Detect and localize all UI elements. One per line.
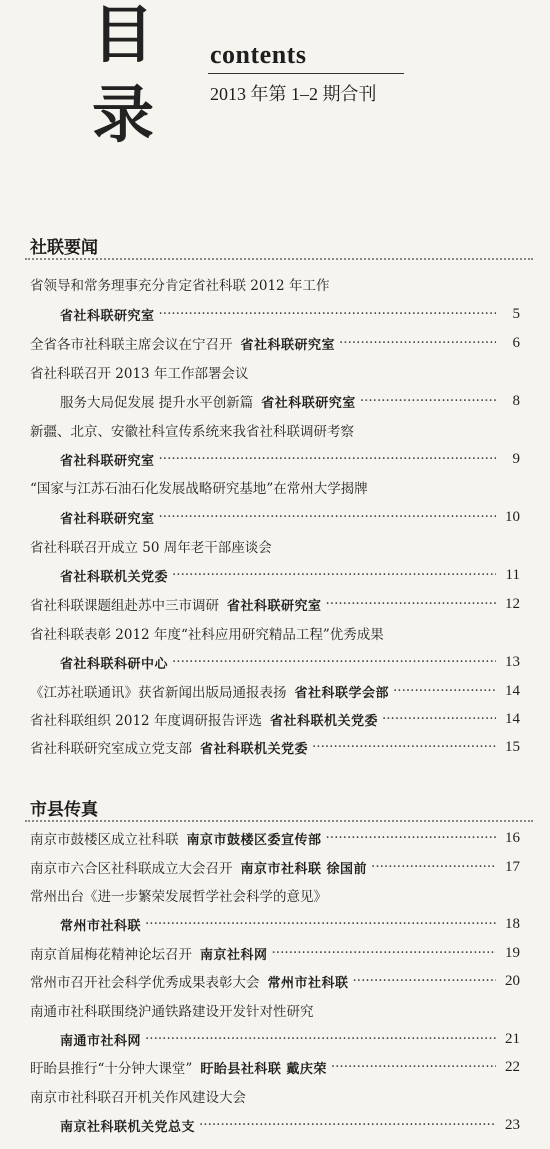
leader-dots: [145, 1031, 496, 1047]
toc-line[interactable]: [30, 418, 520, 442]
toc-title: 南京市社科联召开机关作风建设大会: [30, 1090, 246, 1106]
toc-source: 省社科联科研中心: [60, 656, 169, 672]
toc-line[interactable]: [30, 360, 520, 384]
toc-title: 服务大局促发展 提升水平创新篇: [60, 395, 254, 411]
toc-page: 16: [505, 829, 520, 846]
leader-dots: [159, 509, 496, 525]
toc-title: 省社科联研究室成立党支部: [30, 741, 192, 757]
toc-page: 18: [505, 915, 520, 932]
leader-dots: [312, 739, 496, 755]
toc-line[interactable]: [60, 389, 520, 413]
toc-title: “国家与江苏石油石化发展战略研究基地”在常州大学揭牌: [30, 481, 368, 497]
section-divider: [25, 258, 533, 260]
leader-dots: [353, 973, 496, 989]
toc-line[interactable]: [30, 998, 520, 1022]
leader-dots: [339, 335, 496, 351]
toc-source: 省社科联机关党委: [200, 741, 309, 757]
issue-label: 2013 年第 1–2 期合刊: [210, 84, 377, 104]
toc-title: 省领导和常务理事充分肯定省社科联 2012 年工作: [30, 278, 330, 294]
toc-line[interactable]: [30, 826, 520, 850]
toc-source: 省社科联机关党委: [269, 713, 378, 729]
toc-page: 17: [505, 858, 520, 875]
section-divider: [25, 820, 533, 822]
toc-line[interactable]: [60, 447, 520, 471]
toc-line[interactable]: [30, 475, 520, 499]
toc-line[interactable]: [60, 912, 520, 936]
toc-page: 23: [505, 1116, 520, 1133]
toc-title: 省社科联课题组赴苏中三市调研: [30, 598, 219, 614]
toc-source: 南京社科联机关党总支: [60, 1119, 196, 1135]
toc-line[interactable]: [30, 969, 520, 993]
toc-line[interactable]: [60, 563, 520, 587]
toc-page: 15: [505, 738, 520, 755]
toc-page: 19: [505, 944, 520, 961]
leader-dots: [172, 567, 496, 583]
toc-page: 6: [512, 334, 520, 351]
toc-line[interactable]: [30, 534, 520, 558]
toc-line[interactable]: [30, 941, 520, 965]
toc-page: 20: [505, 972, 520, 989]
toc-source: 盱眙县社科联 戴庆荣: [200, 1061, 327, 1077]
toc-page: 11: [505, 566, 520, 583]
toc-title: 南通市社科联围绕沪通铁路建设开发针对性研究: [30, 1004, 314, 1020]
toc-line[interactable]: [30, 621, 520, 645]
contents-heading: contents: [210, 40, 307, 69]
toc-page: 14: [505, 682, 520, 699]
toc-page: 12: [505, 595, 520, 612]
toc-line[interactable]: [30, 331, 520, 355]
leader-dots: [360, 393, 496, 409]
title-char-mu: 目: [92, 0, 155, 71]
toc-page: 21: [505, 1030, 520, 1047]
toc-title: 省社科联组织 2012 年度调研报告评选: [30, 713, 262, 729]
leader-dots: [326, 596, 496, 612]
toc-source: 省社科联研究室: [240, 337, 336, 353]
toc-source: 南京市社科联 徐国前: [240, 861, 368, 877]
toc-source: 省社科联研究室: [261, 395, 356, 411]
toc-page: 13: [505, 653, 520, 670]
toc-line[interactable]: [30, 272, 520, 296]
section-title-local: 市县传真: [30, 800, 98, 820]
toc-line[interactable]: [60, 650, 520, 674]
toc-source: 常州市社科联: [60, 918, 142, 934]
toc-line[interactable]: [60, 1027, 520, 1051]
leader-dots: [382, 711, 496, 727]
toc-title: 省社科联表彰 2012 年度“社科应用研究精品工程”优秀成果: [30, 627, 384, 643]
toc-source: 南京社科网: [200, 947, 268, 963]
toc-line[interactable]: [30, 707, 520, 731]
toc-source: 省社科联研究室: [60, 308, 155, 324]
header-rule: [208, 73, 404, 74]
toc-page: 10: [505, 508, 520, 525]
toc-source: 省社科联研究室: [60, 453, 155, 469]
toc-page: 9: [512, 450, 520, 467]
toc-source: 省社科联机关党委: [60, 569, 169, 585]
toc-source: 省社科联学会部: [294, 685, 390, 701]
toc-line[interactable]: [30, 1055, 520, 1079]
toc-title: 全省各市社科联主席会议在宁召开: [30, 337, 233, 353]
toc-line[interactable]: [30, 1084, 520, 1108]
toc-line[interactable]: [60, 302, 520, 326]
toc-title: 《江苏社联通讯》获省新闻出版局通报表扬: [30, 685, 287, 701]
toc-title: 省社科联召开 2013 年工作部署会议: [30, 366, 249, 382]
toc-line[interactable]: [30, 735, 520, 759]
toc-source: 省社科联研究室: [60, 511, 155, 527]
toc-title: 南京市六合区社科联成立大会召开: [30, 861, 233, 877]
toc-title: 常州出台《进一步繁荣发展哲学社会科学的意见》: [30, 889, 327, 905]
toc-title: 常州市召开社会科学优秀成果表彰大会: [30, 975, 260, 991]
toc-line[interactable]: [30, 855, 520, 879]
title-char-lu: 录: [92, 78, 155, 151]
leader-dots: [145, 916, 496, 932]
toc-title: 省社科联召开成立 50 周年老干部座谈会: [30, 540, 272, 556]
toc-page: 5: [512, 305, 520, 322]
leader-dots: [172, 654, 496, 670]
leader-dots: [326, 830, 496, 846]
toc-page: 22: [505, 1058, 520, 1075]
toc-line[interactable]: [30, 679, 520, 703]
toc-line[interactable]: [60, 505, 520, 529]
toc-source: 省社科联研究室: [227, 598, 322, 614]
toc-page: 8: [512, 392, 520, 409]
section-title-news: 社联要闻: [30, 238, 98, 258]
leader-dots: [159, 306, 496, 322]
leader-dots: [199, 1117, 496, 1133]
toc-title: 新疆、北京、安徽社科宣传系统来我省社科联调研考察: [30, 424, 354, 440]
leader-dots: [371, 859, 496, 875]
leader-dots: [272, 945, 496, 961]
toc-source: 南通市社科网: [60, 1033, 142, 1049]
toc-title: 盱眙县推行“十分钟大课堂”: [30, 1061, 193, 1077]
toc-line[interactable]: [30, 592, 520, 616]
toc-page: 14: [505, 710, 520, 727]
toc-line[interactable]: [60, 1113, 520, 1137]
toc-title: 南京市鼓楼区成立社科联: [30, 832, 179, 848]
leader-dots: [331, 1059, 496, 1075]
leader-dots: [393, 683, 496, 699]
toc-source: 南京市鼓楼区委宣传部: [186, 832, 322, 848]
leader-dots: [159, 451, 496, 467]
toc-title: 南京首届梅花精神论坛召开: [30, 947, 192, 963]
toc-line[interactable]: [30, 883, 520, 907]
toc-source: 常州市社科联: [267, 975, 349, 991]
